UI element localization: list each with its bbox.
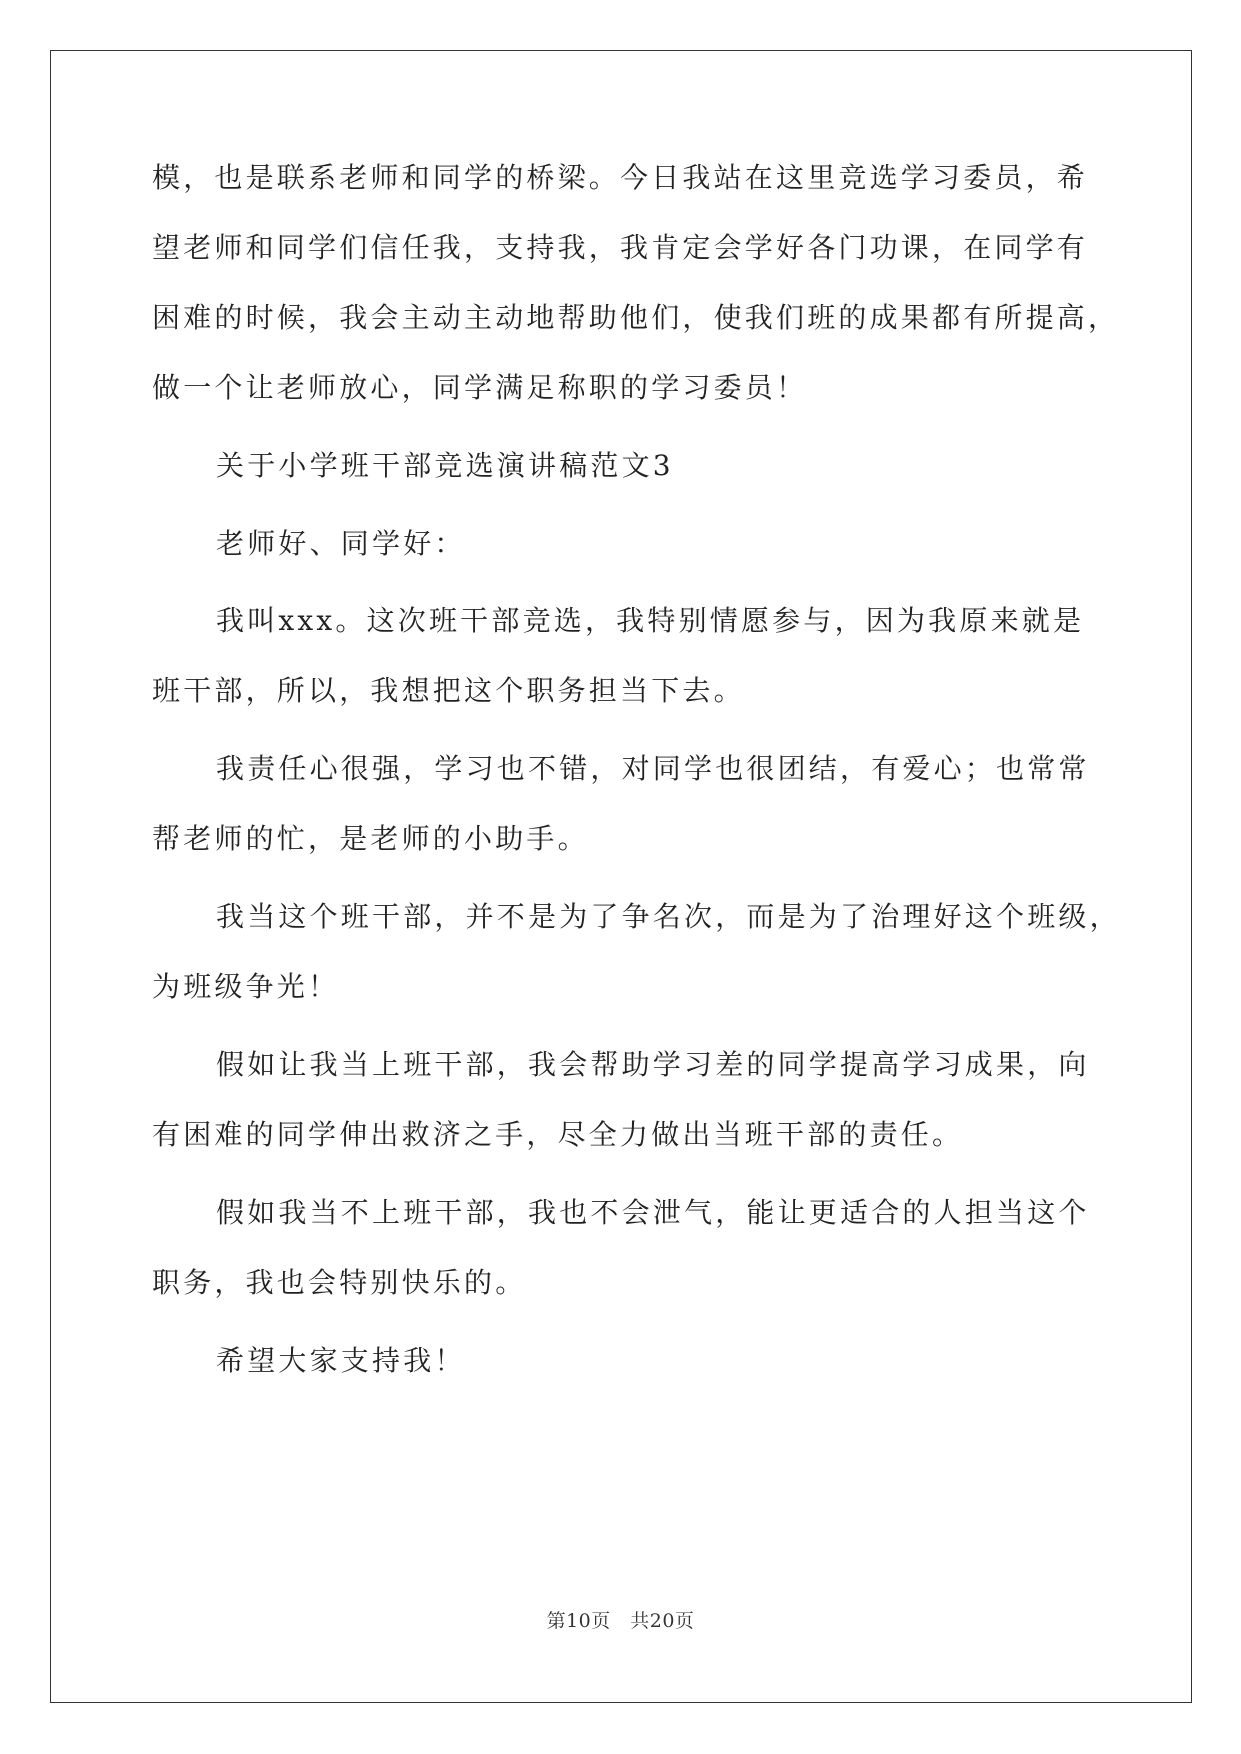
paragraph-line: 我当这个班干部，并不是为了争名次，而是为了治理好这个班级，	[216, 900, 1121, 933]
paragraph-line: 职务，我也会特别快乐的。	[152, 1266, 527, 1299]
paragraph-line: 为班级争光！	[152, 970, 340, 1003]
paragraph-line: 帮老师的忙，是老师的小助手。	[152, 822, 589, 855]
section-heading: 关于小学班干部竞选演讲稿范文3	[216, 449, 674, 482]
closing-line: 希望大家支持我！	[216, 1344, 466, 1377]
paragraph-line: 假如让我当上班干部，我会帮助学习差的同学提高学习成果，向	[216, 1048, 1090, 1081]
paragraph-line: 困难的时候，我会主动主动地帮助他们，使我们班的成果都有所提高，	[152, 301, 1120, 334]
paragraph-line: 做一个让老师放心，同学满足称职的学习委员！	[152, 371, 808, 404]
greeting-line: 老师好、同学好：	[216, 527, 466, 560]
paragraph-line: 假如我当不上班干部，我也不会泄气，能让更适合的人担当这个	[216, 1196, 1090, 1229]
paragraph-line: 模，也是联系老师和同学的桥梁。今日我站在这里竞选学习委员，希	[152, 161, 1089, 194]
paragraph-line: 我叫xxx。这次班干部竞选，我特别情愿参与，因为我原来就是	[216, 604, 1085, 637]
paragraph-line: 望老师和同学们信任我，支持我，我肯定会学好各门功课，在同学有	[152, 231, 1089, 264]
paragraph-line: 我责任心很强，学习也不错，对同学也很团结，有爱心；也常常	[216, 752, 1090, 785]
paragraph-line: 有困难的同学伸出救济之手，尽全力做出当班干部的责任。	[152, 1118, 964, 1151]
page-number: 第10页 共20页	[546, 1610, 695, 1632]
paragraph-line: 班干部，所以，我想把这个职务担当下去。	[152, 674, 745, 707]
